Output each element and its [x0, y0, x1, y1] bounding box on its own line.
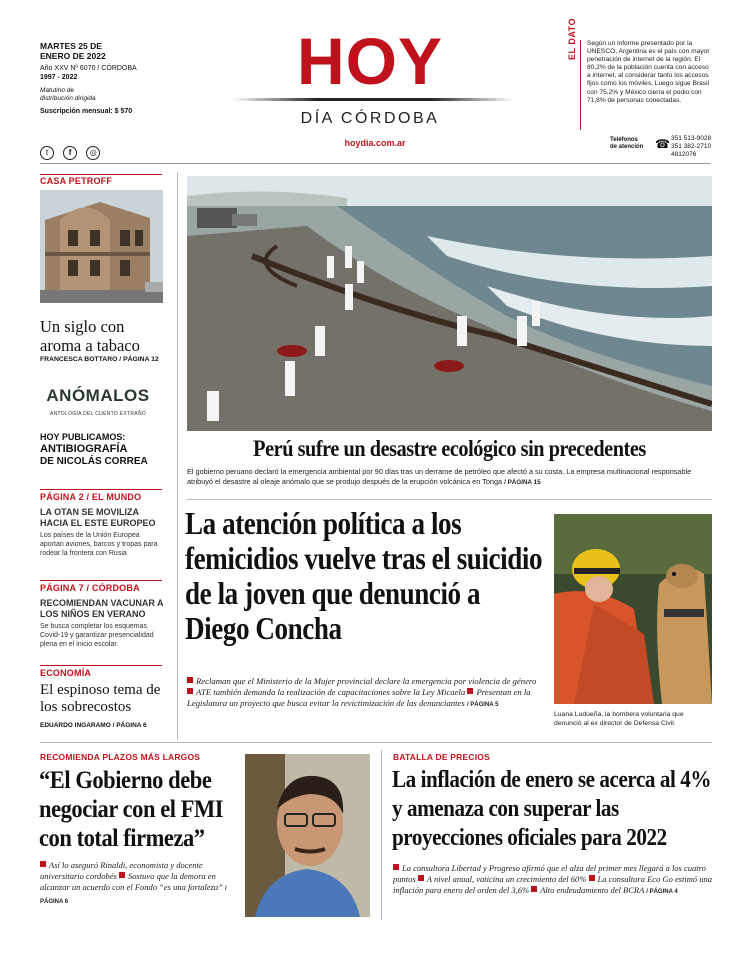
eco-byline: EDUARDO INGARAMO / PÁGINA 6 [40, 722, 147, 729]
inflation-label: BATALLA DE PRECIOS [393, 752, 490, 762]
casa-rule [40, 174, 162, 175]
eco-rule [40, 665, 162, 666]
phones [671, 135, 716, 159]
distribution1: Matutino de [40, 87, 74, 94]
date-line1: MARTES 25 DE [40, 41, 102, 51]
casa-headline[interactable]: Un siglo con aroma a tabaco [40, 317, 140, 355]
phone1: 351 513-9028 [671, 135, 712, 142]
fmi-page: / PÁGINA 6 [40, 886, 227, 905]
phone-icon: ☎ [655, 137, 670, 151]
p7-text: Se busca completar los esquemas Covid-19 y garantizar presencialidad plena en el inicio escolar. [40, 623, 154, 648]
casa-label: CASA PETROFF [40, 176, 113, 186]
inflation-b4: Alto endeudamiento del BCRA [540, 885, 645, 895]
lead-headline[interactable]: Perú sufre un desastre ecológico sin precedentes [253, 436, 646, 461]
casa-petroff-photo [40, 190, 163, 303]
femicide-b2: ATE también demanda la realización de capacitaciones sobre la Ley Micaela [196, 687, 466, 697]
bullet-icon [418, 875, 424, 881]
logo-subtitle: DÍA CÓRDOBA [300, 110, 440, 127]
phone3: 4812076 [671, 151, 697, 158]
logo: HOY [296, 24, 444, 98]
publish2: ANTIBIOGRAFÍA [40, 443, 128, 455]
fmi-b2: Sostuvo que la demora en alcanzar un acuerdo con el Fondo “es una fortaleza” [40, 871, 223, 892]
bullet-icon [119, 872, 125, 878]
anomalos-logo-box [33, 381, 163, 425]
phone2: 351 382-2710 [671, 143, 712, 150]
publish-block [40, 432, 170, 468]
phones-label2: de atención [610, 144, 644, 150]
femicide-b3: Presentan en la Legislatura un proyecto que busca evitar la revictimización de las denunciantes [187, 687, 531, 708]
inflation-page: / PÁGINA 4 [646, 889, 678, 895]
rinaldi-photo [245, 754, 370, 917]
mid-divider [40, 742, 712, 743]
femicide-bullets [187, 676, 542, 711]
fmi-b1: Así lo aseguró Rinaldi, economista y docente universitario cordobés [40, 860, 203, 881]
lead-text-block [187, 467, 712, 487]
date-line2: ENERO DE 2022 [40, 51, 106, 61]
oil-spill-photo [187, 176, 712, 431]
fmi-label: RECOMIENDA PLAZOS MÁS LARGOS [40, 752, 201, 762]
publish1: HOY PUBLICAMOS: [40, 432, 126, 442]
facebook-icon[interactable]: f [63, 146, 77, 160]
bullet-icon [187, 677, 193, 683]
femicide-b1: Reclaman que el Ministerio de la Mujer provincial declare la emergencia por violencia de género [196, 676, 537, 686]
lead-page: / PÁGINA 15 [504, 478, 541, 486]
twitter-icon[interactable]: t [40, 146, 54, 160]
fmi-headline[interactable]: “El Gobierno debe negociar con el FMI con total firmeza” [39, 767, 224, 852]
inflation-b1: La consultora Libertad y Progreso afirmó que el alza del primer mes llegará a los cuatro puntos [393, 863, 706, 884]
publish3: DE NICOLÁS CORREA [40, 456, 148, 467]
femicide-caption: Luana Ludueña, la bombera voluntaria que denunció al ex director de Defensa Civil. [554, 711, 684, 727]
p2-rule [40, 489, 162, 490]
bottom-divider [381, 750, 382, 920]
sidebar-divider [177, 172, 178, 740]
subscription: Suscripción mensual: $ 570 [40, 108, 133, 115]
casa-byline: FRANCESCA BOTTARO / PÁGINA 12 [40, 356, 159, 363]
femicide-page: / PÁGINA 5 [466, 702, 499, 708]
el-dato-rule [580, 40, 581, 130]
firefighter-photo [554, 514, 712, 704]
distribution2: distribución dirigida [40, 95, 96, 102]
fmi-bullets [40, 860, 232, 908]
p2-headline[interactable]: LA OTAN SE MOVILIZA HACIA EL ESTE EUROPEO [40, 507, 156, 528]
bullet-icon [40, 861, 46, 867]
header-divider [40, 163, 710, 164]
bullet-icon [467, 688, 473, 694]
el-dato-label: EL DATO [567, 17, 577, 60]
inflation-bullets [393, 863, 713, 898]
p2-text: Los países de la Unión Europea aportan aviones, barcos y tropas para rodear la frontera con Rusia [40, 532, 158, 557]
inflation-headline[interactable]: La inflación de enero se acerca al 4% y amenaza con superar las proyecciones oficiales para 2022 [392, 767, 712, 851]
instagram-icon[interactable]: ◎ [86, 146, 100, 160]
bullet-icon [531, 886, 537, 892]
bullet-icon [187, 688, 193, 694]
bullet-icon [393, 864, 399, 870]
masthead-info [40, 41, 180, 116]
p7-headline[interactable]: RECOMIENDAN VACUNAR A LOS NIÑOS EN VERANO [40, 598, 164, 619]
lead-text: El gobierno peruano declaró la emergencia ambiental por 90 días tras un derrame de petróleo que afectó a su costa. La empresa multinacional responsable atribuyó el desastre al oleaje anómalo que se produjo después de la erupción volcánica en Tonga [187, 467, 692, 486]
bullet-icon [589, 875, 595, 881]
inflation-b3: La consultora Eco Go estimó una inflación para enero del orden del 3,6% [393, 874, 713, 895]
phones-label1: Teléfonos [610, 137, 638, 143]
years: 1997 - 2022 [40, 74, 78, 81]
p7-label: PÁGINA 7 / CÓRDOBA [40, 583, 140, 593]
anomalos-subtitle: ANTOLOGÍA DEL CUENTO EXTRAÑO [49, 411, 147, 417]
eco-headline[interactable]: El espinoso tema de los sobrecostos [40, 682, 161, 715]
p7-rule [40, 580, 162, 581]
website[interactable]: hoydia.com.ar [344, 138, 406, 148]
eco-label: ECONOMÍA [40, 668, 92, 678]
phones-label [610, 137, 652, 151]
inflation-b2: A nivel anual, vaticina un crecimiento del 60% [426, 874, 587, 884]
anomalos-logo: ANÓMALOS [46, 386, 150, 405]
edition: Año XXV Nº 6070 / CÓRDOBA [40, 65, 137, 72]
social-icons [40, 140, 100, 160]
el-dato-text: Según un informe presentado por la UNESCO, Argentina es el país con mayor penetración de internet de la región. El 80,2% de la población cuenta con acceso a internet, al considerar tanto los accesos fijos como los móviles. Luego sigue Brasil con 75,2% y México cierra el podio con 71,8% de personas conectadas. [587, 40, 710, 104]
lead-divider [187, 499, 712, 500]
femicide-headline[interactable]: La atención política a los femicidios vuelve tras el suicidio de la joven que denunció a Diego Concha [185, 506, 543, 646]
logo-underline [233, 98, 513, 101]
p2-label: PÁGINA 2 / EL MUNDO [40, 492, 142, 502]
